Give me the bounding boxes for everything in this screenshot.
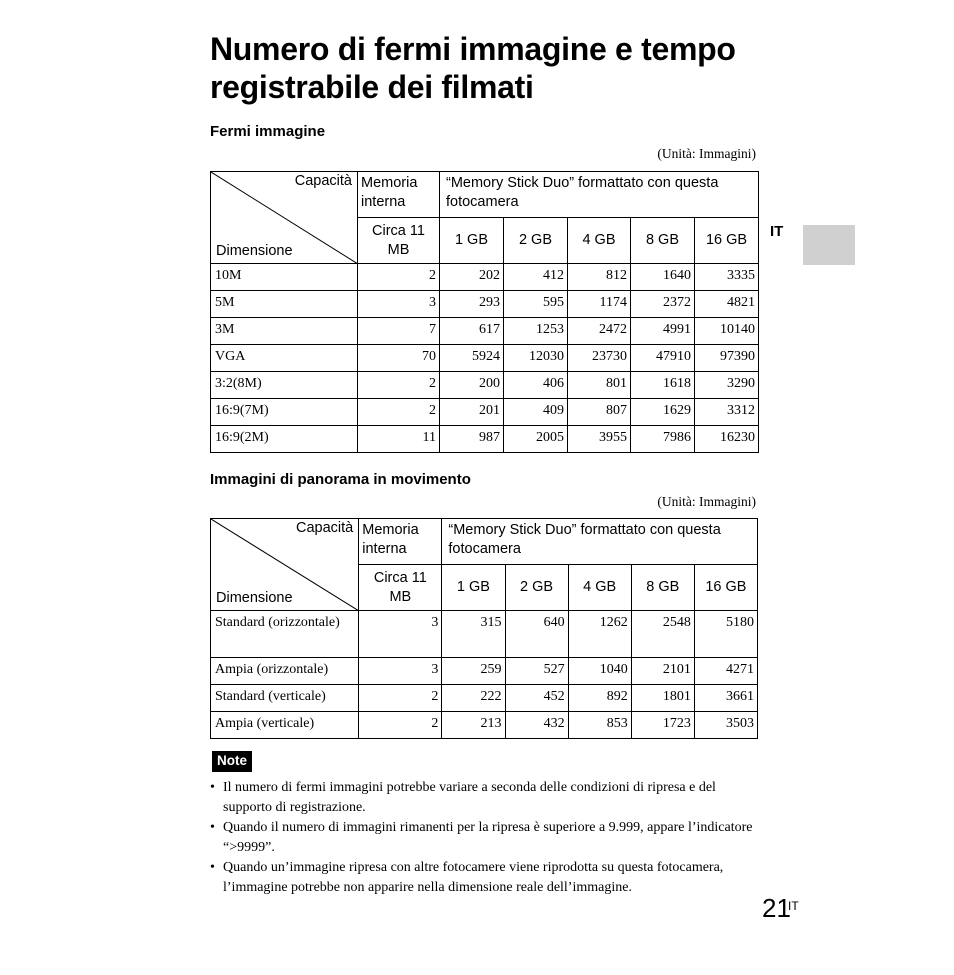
- page-number-suffix: IT: [788, 899, 799, 913]
- table-cell: 2: [359, 685, 442, 712]
- table-cell: 201: [440, 399, 504, 426]
- table-cell: 97390: [695, 345, 759, 372]
- table-cell: 595: [504, 291, 568, 318]
- table-cell: 617: [440, 318, 504, 345]
- row-label: 3:2(8M): [211, 372, 358, 399]
- table-cell: 2: [358, 264, 440, 291]
- row-label: Standard (orizzontale): [211, 611, 359, 658]
- table-row: [211, 372, 759, 399]
- table-cell: 2372: [631, 291, 695, 318]
- bullet-icon: •: [210, 780, 215, 795]
- table-cell: 1640: [631, 264, 695, 291]
- header-internal-memory: Memoria interna: [358, 172, 440, 218]
- header-capacity-label: Capacità: [294, 173, 352, 189]
- bullet-icon: •: [210, 820, 215, 835]
- table-row: [211, 658, 758, 685]
- bullet-icon: •: [210, 860, 215, 875]
- table-row: [211, 264, 759, 291]
- table-cell: 1040: [568, 658, 631, 685]
- note-item: [210, 818, 758, 858]
- table-cell: 12030: [504, 345, 568, 372]
- table-cell: 202: [440, 264, 504, 291]
- table-cell: 4821: [695, 291, 759, 318]
- table-cell: 3: [358, 291, 440, 318]
- table-cell: 527: [505, 658, 568, 685]
- note-text: Quando il numero di immagini rimanenti per la ripresa è superiore a 9.999, appare l’indicatore “>9999”.: [223, 820, 753, 855]
- table-row: [211, 399, 759, 426]
- table-cell: 987: [440, 426, 504, 453]
- table-row: [211, 611, 758, 658]
- note-item: [210, 778, 758, 818]
- table-row: [211, 712, 758, 739]
- table-cell: 640: [505, 611, 568, 658]
- row-label: Ampia (orizzontale): [211, 658, 359, 685]
- table-cell: 70: [358, 345, 440, 372]
- row-label: Standard (verticale): [211, 685, 359, 712]
- header-size-16gb: 16 GB: [694, 565, 757, 611]
- table-cell: 801: [568, 372, 631, 399]
- table-cell: 2005: [504, 426, 568, 453]
- header-size-8gb: 8 GB: [631, 218, 695, 264]
- header-size-2gb: 2 GB: [505, 565, 568, 611]
- header-size-4gb: 4 GB: [568, 218, 631, 264]
- header-diagonal-cell: [211, 172, 358, 264]
- note-badge: Note: [212, 751, 252, 772]
- table-cell: 7: [358, 318, 440, 345]
- table-cell: 7986: [631, 426, 695, 453]
- table-cell: 432: [505, 712, 568, 739]
- table-cell: 812: [568, 264, 631, 291]
- unit-note-still: (Unità: Immagini): [657, 146, 756, 161]
- header-memory-stick: “Memory Stick Duo” formattato con questa fotocamera: [440, 172, 759, 218]
- page-number: 21: [762, 893, 791, 923]
- table-cell: 3661: [694, 685, 757, 712]
- table-cell: 3290: [695, 372, 759, 399]
- table-row: [211, 291, 759, 318]
- header-size-2gb: 2 GB: [504, 218, 568, 264]
- table-row: [211, 345, 759, 372]
- header-size-4gb: 4 GB: [568, 565, 631, 611]
- header-internal-memory: Memoria interna: [359, 519, 442, 565]
- table-cell: 1174: [568, 291, 631, 318]
- table-cell: 2101: [631, 658, 694, 685]
- table-cell: 3: [359, 658, 442, 685]
- table-cell: 5924: [440, 345, 504, 372]
- table-cell: 892: [568, 685, 631, 712]
- row-label: VGA: [211, 345, 358, 372]
- table-cell: 1253: [504, 318, 568, 345]
- table-cell: 2548: [631, 611, 694, 658]
- header-capacity-label: Capacità: [296, 520, 354, 536]
- table-cell: 47910: [631, 345, 695, 372]
- header-size-1gb: 1 GB: [442, 565, 505, 611]
- table-cell: 222: [442, 685, 505, 712]
- header-dimension-label: Dimensione: [216, 590, 293, 606]
- table-cell: 452: [505, 685, 568, 712]
- table-cell: 2472: [568, 318, 631, 345]
- table-cell: 4271: [694, 658, 757, 685]
- table-cell: 1723: [631, 712, 694, 739]
- section-heading-still: Fermi immagine: [210, 123, 326, 140]
- language-tab-marker: [803, 225, 855, 265]
- table-cell: 2: [358, 399, 440, 426]
- table-cell: 406: [504, 372, 568, 399]
- row-label: 16:9(7M): [211, 399, 358, 426]
- table-cell: 23730: [568, 345, 631, 372]
- page-title: Numero di fermi immagine e tempo registrabile dei filmati: [210, 31, 736, 105]
- table-row: [211, 685, 758, 712]
- table-cell: 259: [442, 658, 505, 685]
- table-cell: 10140: [695, 318, 759, 345]
- table-cell: 5180: [694, 611, 757, 658]
- table-cell: 3335: [695, 264, 759, 291]
- table-cell: 3: [359, 611, 442, 658]
- table-cell: 3503: [694, 712, 757, 739]
- table-cell: 200: [440, 372, 504, 399]
- panorama-images-table: [210, 518, 758, 739]
- note-item: [210, 858, 758, 898]
- table-cell: 412: [504, 264, 568, 291]
- still-images-table: [210, 171, 759, 453]
- table-row: [211, 426, 759, 453]
- table-cell: 4991: [631, 318, 695, 345]
- table-cell: 1801: [631, 685, 694, 712]
- table-row: [211, 318, 759, 345]
- header-dimension-label: Dimensione: [216, 243, 293, 259]
- table-cell: 3955: [568, 426, 631, 453]
- table-cell: 3312: [695, 399, 759, 426]
- table-cell: 1629: [631, 399, 695, 426]
- table-cell: 1618: [631, 372, 695, 399]
- table-cell: 807: [568, 399, 631, 426]
- table-cell: 213: [442, 712, 505, 739]
- table-cell: 315: [442, 611, 505, 658]
- header-approx-size: Circa 11 MB: [358, 218, 440, 264]
- unit-note-panorama: (Unità: Immagini): [657, 494, 756, 509]
- header-size-8gb: 8 GB: [631, 565, 694, 611]
- table-cell: 16230: [695, 426, 759, 453]
- row-label: 5M: [211, 291, 358, 318]
- note-text: Il numero di fermi immagini potrebbe variare a seconda delle condizioni di ripresa e del supporto di registrazione.: [223, 780, 716, 815]
- section-heading-panorama: Immagini di panorama in movimento: [210, 471, 471, 488]
- table-cell: 2: [358, 372, 440, 399]
- header-size-16gb: 16 GB: [695, 218, 759, 264]
- notes-list: [210, 778, 758, 898]
- header-size-1gb: 1 GB: [440, 218, 504, 264]
- header-diagonal-cell: [211, 519, 359, 611]
- row-label: Ampia (verticale): [211, 712, 359, 739]
- table-cell: 11: [358, 426, 440, 453]
- row-label: 16:9(2M): [211, 426, 358, 453]
- table-cell: 2: [359, 712, 442, 739]
- note-text: Quando un’immagine ripresa con altre fotocamere viene riprodotta su questa fotocamera, l’immagine potrebbe non apparire nella dimensione reale dell’immagine.: [223, 860, 724, 895]
- language-tab-label: IT: [770, 223, 784, 240]
- table-cell: 409: [504, 399, 568, 426]
- header-approx-size: Circa 11 MB: [359, 565, 442, 611]
- header-memory-stick: “Memory Stick Duo” formattato con questa fotocamera: [442, 519, 758, 565]
- table-cell: 853: [568, 712, 631, 739]
- table-cell: 293: [440, 291, 504, 318]
- table-cell: 1262: [568, 611, 631, 658]
- row-label: 3M: [211, 318, 358, 345]
- row-label: 10M: [211, 264, 358, 291]
